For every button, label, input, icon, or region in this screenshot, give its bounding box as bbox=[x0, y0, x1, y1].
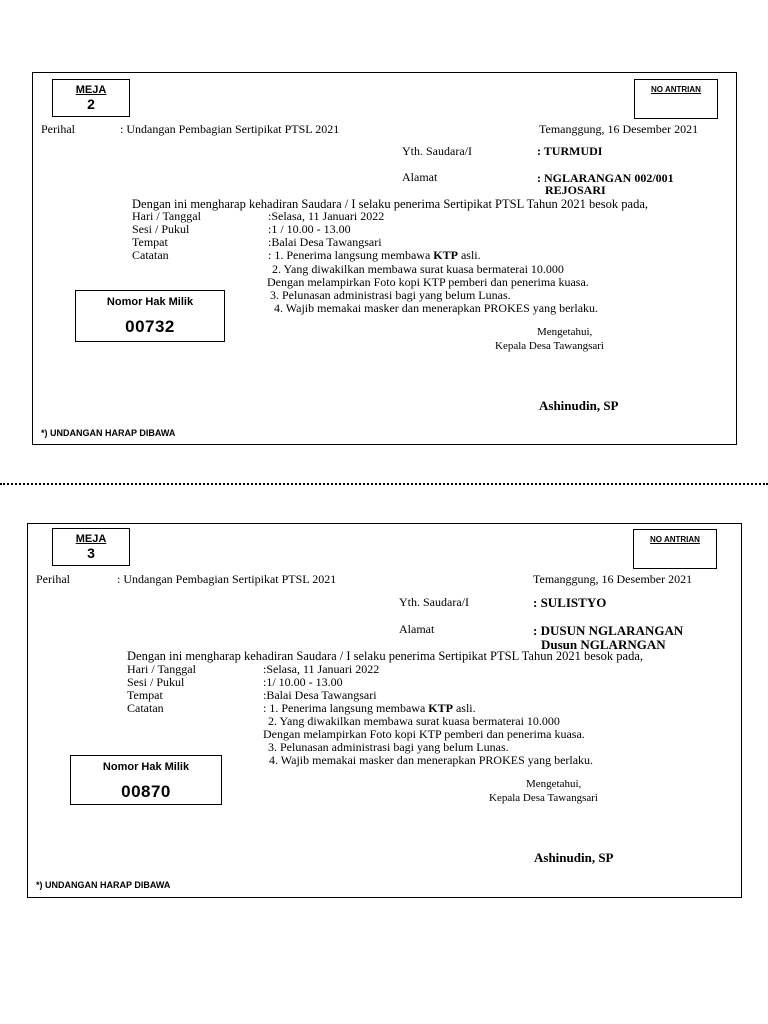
kepala-desa: Kepala Desa Tawangsari bbox=[495, 340, 604, 352]
place-date: Temanggung, 16 Desember 2021 bbox=[533, 572, 693, 586]
note-3: 3. Pelunasan administrasi bagi yang belum Lunas. bbox=[270, 288, 511, 302]
alamat-line-1: : NGLARANGAN 002/001 bbox=[537, 171, 674, 185]
tempat-label: Tempat bbox=[132, 235, 168, 249]
alamat-label: Alamat bbox=[402, 170, 438, 184]
note-1 bbox=[268, 248, 481, 263]
note-4: 4. Wajib memakai masker dan menerapkan PROKES yang berlaku. bbox=[274, 301, 599, 315]
tempat-value: :Balai Desa Tawangsari bbox=[268, 235, 382, 249]
meja-label: MEJA bbox=[75, 84, 107, 96]
mengetahui: Mengetahui, bbox=[526, 778, 582, 790]
sesi-value: :1 / 10.00 - 13.00 bbox=[268, 222, 351, 236]
yth-label: Yth. Saudara/I bbox=[399, 595, 469, 609]
nomor-hak-milik-box bbox=[70, 755, 222, 805]
note-2b: Dengan melampirkan Foto kopi KTP pemberi dan penerima kuasa. bbox=[263, 727, 585, 741]
note-1-text: : 1. Penerima langsung membawa bbox=[268, 248, 434, 262]
note-1-ktp: KTP bbox=[428, 701, 453, 715]
no-antrian-box bbox=[633, 529, 717, 569]
meja-number: 3 bbox=[87, 545, 95, 561]
hari-value: :Selasa, 11 Januari 2022 bbox=[268, 209, 385, 223]
sesi-value: :1/ 10.00 - 13.00 bbox=[263, 675, 343, 689]
recipient-name: : SULISTYO bbox=[533, 595, 607, 610]
meja-label: MEJA bbox=[75, 533, 107, 545]
perihal-value: : Undangan Pembagian Sertipikat PTSL 2021 bbox=[117, 572, 337, 586]
meja-box bbox=[52, 79, 130, 117]
alamat-line-1: : DUSUN NGLARANGAN bbox=[533, 623, 684, 638]
tempat-label: Tempat bbox=[127, 688, 163, 702]
nomor-hak-milik-value: 00870 bbox=[121, 782, 171, 801]
note-1-ktp: KTP bbox=[433, 248, 458, 262]
note-1-end: asli. bbox=[452, 701, 476, 715]
catatan-label: Catatan bbox=[127, 701, 164, 715]
footer-note: *) UNDANGAN HARAP DIBAWA bbox=[41, 428, 176, 438]
hari-label: Hari / Tanggal bbox=[127, 662, 196, 676]
catatan-label: Catatan bbox=[132, 248, 169, 262]
tempat-value: :Balai Desa Tawangsari bbox=[263, 688, 377, 702]
nomor-hak-milik-label: Nomor Hak Milik bbox=[106, 296, 194, 308]
note-3: 3. Pelunasan administrasi bagi yang belum Lunas. bbox=[268, 740, 509, 754]
intro-text: Dengan ini mengharap kehadiran Saudara / I selaku penerima Sertipikat PTSL Tahun 2021 besok pada, bbox=[127, 649, 643, 663]
perihal-label: Perihal bbox=[41, 122, 75, 136]
alamat-label: Alamat bbox=[399, 622, 435, 636]
invitation-card-1 bbox=[32, 72, 737, 445]
invitation-card-2 bbox=[27, 523, 742, 898]
footer-note: *) UNDANGAN HARAP DIBAWA bbox=[36, 880, 171, 890]
yth-label: Yth. Saudara/I bbox=[402, 144, 472, 158]
hari-value: :Selasa, 11 Januari 2022 bbox=[263, 662, 380, 676]
note-2: 2. Yang diwakilkan membawa surat kuasa bermaterai 10.000 bbox=[268, 714, 560, 728]
cut-line-separator bbox=[0, 483, 768, 485]
signatory-name: Ashinudin, SP bbox=[539, 398, 619, 413]
perihal-value: : Undangan Pembagian Sertipikat PTSL 2021 bbox=[120, 122, 340, 136]
hari-label: Hari / Tanggal bbox=[132, 209, 201, 223]
meja-number: 2 bbox=[87, 96, 95, 112]
meja-box bbox=[52, 528, 130, 566]
alamat-line-2: Dusun NGLARNGAN bbox=[541, 637, 666, 652]
intro-text: Dengan ini mengharap kehadiran Saudara / I selaku penerima Sertipikat PTSL Tahun 2021 besok pada, bbox=[132, 197, 648, 211]
place-date: Temanggung, 16 Desember 2021 bbox=[539, 122, 699, 136]
no-antrian-box bbox=[634, 79, 718, 119]
sesi-label: Sesi / Pukul bbox=[132, 222, 190, 236]
note-1-end: asli. bbox=[457, 248, 481, 262]
nomor-hak-milik-value: 00732 bbox=[125, 317, 175, 336]
recipient-name: : TURMUDI bbox=[537, 144, 603, 158]
sesi-label: Sesi / Pukul bbox=[127, 675, 185, 689]
nomor-hak-milik-label: Nomor Hak Milik bbox=[102, 761, 190, 773]
note-2b: Dengan melampirkan Foto kopi KTP pemberi dan penerima kuasa. bbox=[267, 275, 589, 289]
alamat-line-2: REJOSARI bbox=[545, 183, 606, 197]
signatory-name: Ashinudin, SP bbox=[534, 850, 614, 865]
mengetahui: Mengetahui, bbox=[537, 326, 593, 338]
nomor-hak-milik-box bbox=[75, 290, 225, 342]
note-2: 2. Yang diwakilkan membawa surat kuasa bermaterai 10.000 bbox=[272, 262, 564, 276]
kepala-desa: Kepala Desa Tawangsari bbox=[489, 792, 598, 804]
note-1-text: : 1. Penerima langsung membawa bbox=[263, 701, 429, 715]
no-antrian-label: NO ANTRIAN bbox=[650, 535, 700, 544]
note-4: 4. Wajib memakai masker dan menerapkan PROKES yang berlaku. bbox=[269, 753, 594, 767]
no-antrian-label: NO ANTRIAN bbox=[651, 85, 701, 94]
perihal-label: Perihal bbox=[36, 572, 70, 586]
